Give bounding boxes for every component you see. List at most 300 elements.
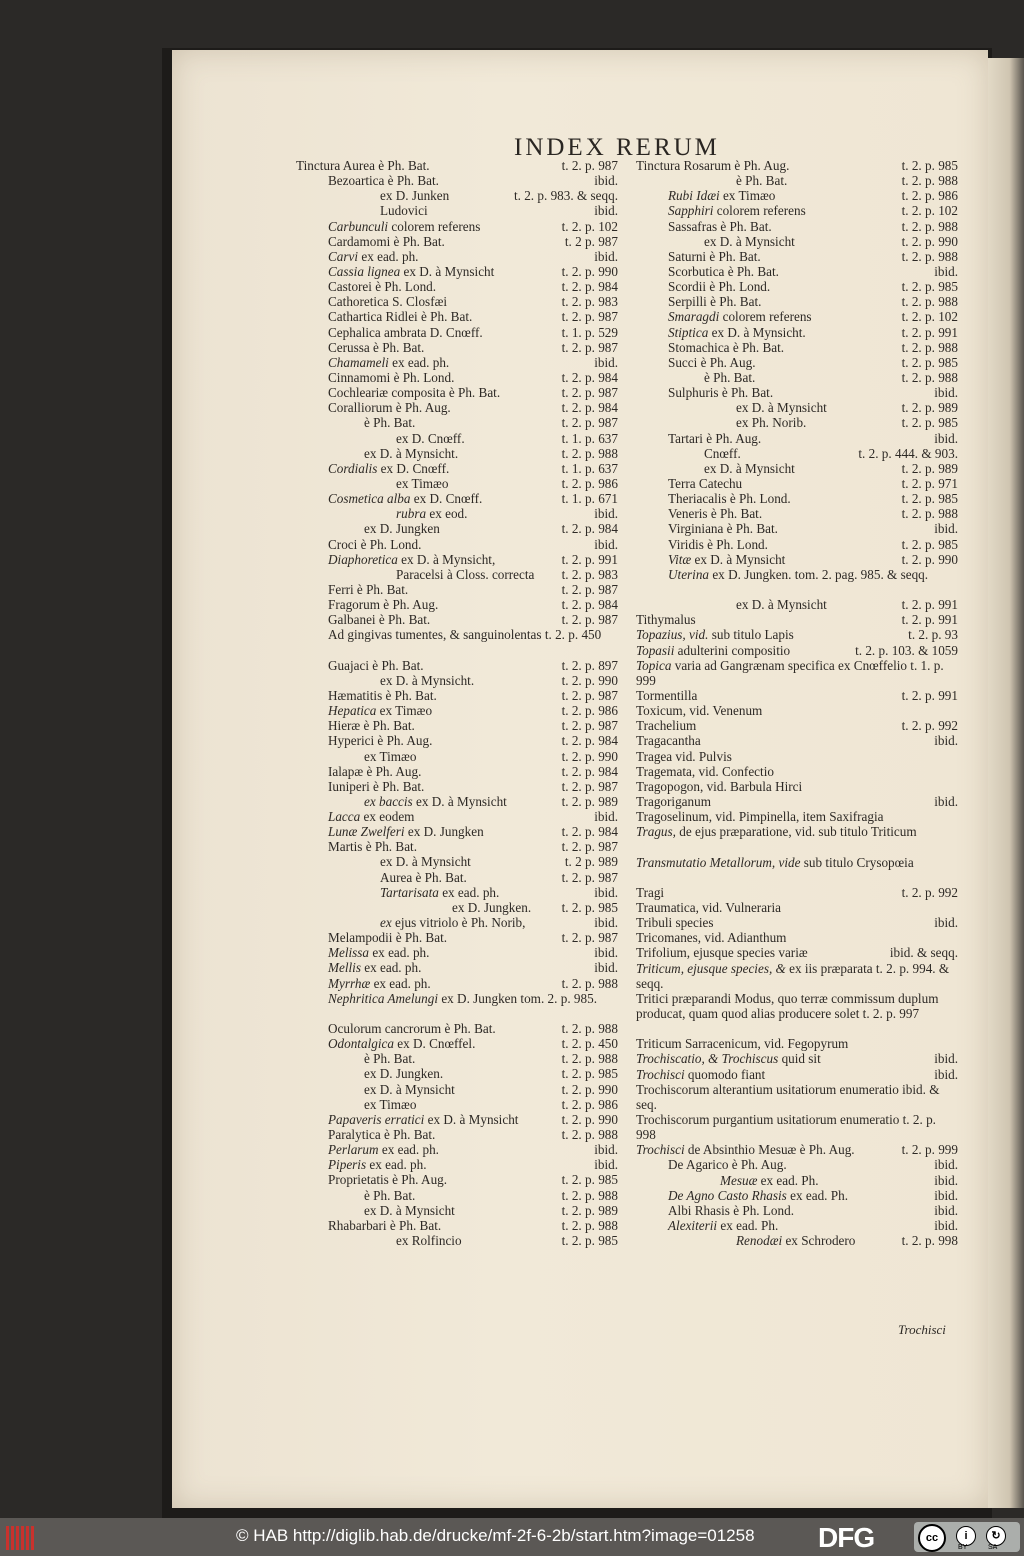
entry-term: Lunæ Zwelferi ex D. Jungken	[328, 824, 484, 840]
entry-term: Croci è Ph. Lond.	[328, 536, 422, 552]
by-label: BY	[958, 1544, 968, 1551]
index-entry	[296, 446, 618, 461]
entry-reference: t. 2. p. 987	[561, 718, 618, 734]
index-entry	[636, 627, 958, 642]
entry-reference: ibid.	[594, 1142, 618, 1158]
entry-reference: t. 2. p. 971	[901, 475, 958, 491]
entry-term: ex D. à Mynsicht	[736, 400, 827, 416]
entry-term: ex D. Jungken	[364, 521, 440, 537]
entry-reference: ibid.	[934, 1051, 958, 1067]
index-entry	[296, 537, 618, 552]
entry-reference: ibid.	[934, 733, 958, 749]
index-entry	[636, 1233, 958, 1248]
entry-term: Iuniperi è Ph. Bat.	[328, 778, 425, 794]
entry-term: Nephritica Amelungi ex D. Jungken tom. 2. p. 985.	[328, 990, 597, 1006]
entry-reference: t. 1. p. 529	[561, 324, 618, 340]
index-entry	[296, 249, 618, 264]
entry-term: ex D. à Mynsicht	[364, 1081, 455, 1097]
index-entry	[636, 1203, 958, 1218]
entry-term: Piperis ex ead. ph.	[328, 1157, 427, 1173]
entry-reference: t. 2. p. 987	[561, 309, 618, 325]
entry-reference: ibid.	[594, 173, 618, 189]
entry-reference: ibid.	[594, 506, 618, 522]
entry-term: Paracelsi à Closs. correcta	[396, 566, 535, 582]
index-entry	[296, 824, 618, 839]
share-alike-icon: ↻	[986, 1526, 1006, 1546]
entry-term: Triticum, ejusque species, & ex iis præparata t. 2. p. 994. & seqq.	[636, 960, 950, 991]
entry-term: Succi è Ph. Aug.	[668, 354, 756, 370]
entry-reference: t. 2. p. 987	[561, 930, 618, 946]
entry-term: è Ph. Bat.	[364, 415, 416, 431]
entry-term: Trochisci quomodo fiant	[636, 1066, 766, 1082]
entry-term: Tragopogon, vid. Barbula Hirci	[636, 778, 803, 794]
entry-term: Cinnamomi è Ph. Lond.	[328, 369, 455, 385]
entry-term: Aurea è Ph. Bat.	[380, 869, 467, 885]
entry-term: è Ph. Bat.	[736, 173, 788, 189]
entry-term: ex Timæo	[396, 475, 449, 491]
entry-reference: t. 2. p. 444. & 903.	[858, 445, 958, 461]
entry-term: Hæmatitis è Ph. Bat.	[328, 687, 437, 703]
index-entry	[296, 385, 618, 400]
index-entry	[296, 1172, 618, 1187]
entry-term: Sassafras è Ph. Bat.	[668, 218, 772, 234]
entry-reference: ibid.	[934, 1217, 958, 1233]
entry-reference: t. 2 p. 989	[564, 854, 618, 870]
index-entry	[296, 870, 618, 885]
entry-reference: t. 2. p. 989	[561, 1202, 618, 1218]
index-entry	[296, 506, 618, 521]
index-entry	[636, 779, 958, 794]
index-entry	[636, 552, 958, 567]
index-entry	[296, 1051, 618, 1066]
index-entry	[636, 764, 958, 779]
entry-term: Scorbutica è Ph. Bat.	[668, 263, 779, 279]
index-entry	[296, 976, 618, 991]
entry-reference: t. 2. p. 988	[901, 339, 958, 355]
index-entry	[296, 658, 618, 673]
entry-reference: ibid.	[934, 1187, 958, 1203]
entry-term: ex D. à Mynsicht	[736, 597, 827, 613]
index-entry	[296, 582, 618, 597]
entry-reference: t. 2. p. 987	[561, 339, 618, 355]
index-entry	[636, 234, 958, 249]
entry-term: Melissa ex ead. ph.	[328, 945, 430, 961]
entry-term: Fragorum è Ph. Aug.	[328, 597, 439, 613]
entry-term: Topica varia ad Gangrænam specifica ex Cnœffelio t. 1. p. 999	[636, 657, 944, 688]
entry-reference: t. 2. p. 986	[901, 188, 958, 204]
index-entry	[636, 885, 958, 900]
entry-reference: t. 2. p. 984	[561, 400, 618, 416]
entry-reference: ibid.	[934, 793, 958, 809]
entry-term: Scordii è Ph. Lond.	[668, 279, 771, 295]
entry-term: Tragemata, vid. Confectio	[636, 763, 774, 779]
index-entry	[296, 718, 618, 733]
entry-term: Proprietatis è Ph. Aug.	[328, 1172, 448, 1188]
index-entry	[296, 188, 618, 203]
index-entry	[636, 824, 958, 854]
index-entry	[296, 1188, 618, 1203]
entry-term: Mellis ex ead. ph.	[328, 960, 422, 976]
entry-reference: t. 2. p. 990	[561, 748, 618, 764]
entry-term: Carbunculi colorem referens	[328, 218, 481, 234]
entry-term: Perlarum ex ead. ph.	[328, 1142, 439, 1158]
entry-term: Tragacantha	[636, 733, 701, 749]
entry-reference: t. 2. p. 988	[901, 218, 958, 234]
index-entry	[296, 521, 618, 536]
index-entry	[636, 688, 958, 703]
entry-term: Paralytica è Ph. Bat.	[328, 1127, 436, 1143]
entry-reference: ibid.	[594, 809, 618, 825]
color-ruler-icon	[6, 1526, 36, 1550]
entry-reference: t. 2. p. 990	[901, 233, 958, 249]
entry-term: ex D. à Mynsicht	[380, 854, 471, 870]
entry-reference: t. 2. p. 987	[561, 385, 618, 401]
entry-reference: t. 2. p. 989	[561, 793, 618, 809]
index-entry	[296, 733, 618, 748]
page-edge	[988, 58, 1024, 1508]
entry-reference: ibid.	[594, 203, 618, 219]
entry-reference: t. 2. p. 450	[561, 1036, 618, 1052]
index-entry	[296, 839, 618, 854]
entry-reference: t. 2. p. 984	[561, 824, 618, 840]
index-entry	[296, 1036, 618, 1051]
entry-term: Tinctura Rosarum è Ph. Aug.	[636, 158, 790, 173]
index-entry	[296, 1233, 618, 1248]
entry-term: Smaragdi colorem referens	[668, 309, 812, 325]
entry-reference: ibid. & seqq.	[889, 945, 958, 961]
index-entry	[296, 779, 618, 794]
index-entry	[636, 219, 958, 234]
entry-term: Hyperici è Ph. Aug.	[328, 733, 433, 749]
entry-term: Castorei è Ph. Lond.	[328, 279, 437, 295]
entry-term: è Ph. Bat.	[364, 1187, 416, 1203]
index-entry	[296, 400, 618, 415]
entry-reference: t. 2. p. 989	[901, 460, 958, 476]
entry-term: Cardamomi è Ph. Bat.	[328, 233, 445, 249]
entry-reference: t. 2. p. 998	[901, 1233, 958, 1249]
entry-reference: t. 2. p. 984	[561, 279, 618, 295]
index-entry	[296, 370, 618, 385]
index-entry	[296, 703, 618, 718]
entry-reference: t. 2. p. 987	[561, 778, 618, 794]
entry-reference: t. 2. p. 988	[561, 445, 618, 461]
license-badge[interactable]	[914, 1522, 1020, 1552]
index-entry	[636, 855, 958, 885]
index-entry	[296, 612, 618, 627]
entry-reference: t. 2. p. 990	[561, 1111, 618, 1127]
index-entry	[296, 234, 618, 249]
entry-reference: t. 1. p. 671	[561, 491, 618, 507]
index-entry	[636, 173, 958, 188]
index-entry	[296, 158, 618, 173]
entry-reference: t. 2. p. 897	[561, 657, 618, 673]
index-entry	[296, 1203, 618, 1218]
entry-term: ex D. à Mynsicht	[364, 1202, 455, 1218]
entry-term: Virginiana è Ph. Bat.	[668, 521, 778, 537]
index-entry	[296, 900, 618, 915]
entry-term: è Ph. Bat.	[704, 369, 756, 385]
index-entry	[636, 915, 958, 930]
entry-reference: t. 2. p. 992	[901, 718, 958, 734]
entry-reference: t. 2 p. 987	[564, 233, 618, 249]
entry-reference: ibid.	[594, 960, 618, 976]
entry-term: Tragoselinum, vid. Pimpinella, item Saxifragia	[636, 809, 884, 825]
index-entry	[636, 491, 958, 506]
entry-reference: t. 2. p. 987	[561, 687, 618, 703]
index-column-left	[296, 158, 618, 1248]
index-entry	[296, 1218, 618, 1233]
index-entry	[636, 264, 958, 279]
index-entry	[296, 854, 618, 869]
entry-term: Terra Catechu	[668, 475, 743, 491]
entry-reference: t. 2. p. 102	[561, 218, 618, 234]
index-entry	[296, 627, 618, 657]
entry-term: Tragea vid. Pulvis	[636, 748, 732, 764]
index-entry	[296, 340, 618, 355]
index-entry	[636, 612, 958, 627]
entry-term: Cassia lignea ex D. à Mynsicht	[328, 263, 495, 279]
entry-term: Odontalgica ex D. Cnœffel.	[328, 1036, 476, 1052]
entry-reference: t. 2. p. 984	[561, 369, 618, 385]
entry-reference: t. 2. p. 987	[561, 581, 618, 597]
index-entry	[296, 764, 618, 779]
entry-reference: ibid.	[934, 1066, 958, 1082]
entry-term: Hepatica ex Timæo	[328, 703, 433, 719]
entry-term: Tricomanes, vid. Adianthum	[636, 930, 787, 946]
entry-term: Trochiscatio, & Trochiscus quid sit	[636, 1051, 821, 1067]
entry-term: Tithymalus	[636, 612, 696, 628]
entry-term: Myrrhæ ex ead. ph.	[328, 975, 431, 991]
entry-term: ex D. Cnœff.	[396, 430, 465, 446]
entry-reference: t. 1. p. 637	[561, 460, 618, 476]
index-entry	[636, 446, 958, 461]
index-entry	[296, 1021, 618, 1036]
entry-reference: t. 2. p. 990	[561, 1081, 618, 1097]
index-entry	[296, 325, 618, 340]
entry-term: Cochleariæ composita è Ph. Bat.	[328, 385, 501, 401]
entry-reference: ibid.	[594, 884, 618, 900]
entry-reference: t. 2. p. 985	[901, 279, 958, 295]
catchword: Trochisci	[898, 1322, 946, 1337]
index-entry	[296, 794, 618, 809]
entry-term: Guajaci è Ph. Bat.	[328, 657, 424, 673]
dfg-logo: DFG	[818, 1522, 875, 1553]
index-entry	[296, 749, 618, 764]
entry-term: ex D. Jungken.	[452, 899, 532, 915]
entry-reference: t. 2. p. 985	[561, 1233, 618, 1249]
index-entry	[296, 552, 618, 567]
index-entry	[636, 900, 958, 915]
index-entry	[296, 355, 618, 370]
entry-reference: t. 2. p. 985	[901, 158, 958, 173]
entry-term: Stomachica è Ph. Bat.	[668, 339, 785, 355]
entry-reference: ibid.	[594, 248, 618, 264]
index-entry	[636, 415, 958, 430]
entry-reference: t. 2. p. 983	[561, 566, 618, 582]
entry-term: Albi Rhasis è Ph. Lond.	[668, 1202, 795, 1218]
index-entry	[636, 506, 958, 521]
entry-term: Tragoriganum	[636, 793, 711, 809]
entry-reference: t. 2. p. 990	[901, 551, 958, 567]
entry-reference: t. 2. p. 984	[561, 521, 618, 537]
entry-reference: t. 2. p. 984	[561, 733, 618, 749]
index-entry	[636, 1082, 958, 1112]
copyright-link[interactable]: © HAB http://diglib.hab.de/drucke/mf-2f-6-2b/start.htm?image=01258	[236, 1526, 755, 1545]
index-entry	[296, 203, 618, 218]
entry-reference: t. 2. p. 991	[901, 597, 958, 613]
entry-reference: t. 2. p. 985	[561, 1066, 618, 1082]
entry-reference: t. 2. p. 988	[901, 248, 958, 264]
entry-term: Sapphiri colorem referens	[668, 203, 806, 219]
index-entry	[636, 1051, 958, 1066]
entry-term: Galbanei è Ph. Bat.	[328, 612, 431, 628]
index-entry	[296, 1157, 618, 1172]
entry-term: Bezoartica è Ph. Bat.	[328, 173, 439, 189]
entry-term: Ad gingivas tumentes, & sanguinolentas t. 2. p. 450	[328, 627, 602, 643]
entry-reference: t. 2. p. 984	[561, 597, 618, 613]
entry-term: ex D. à Mynsicht.	[380, 672, 475, 688]
index-entry	[636, 1157, 958, 1172]
entry-term: Toxicum, vid. Venenum	[636, 703, 763, 719]
index-entry	[636, 991, 958, 1021]
entry-reference: ibid.	[934, 915, 958, 931]
index-entry	[296, 1142, 618, 1157]
index-entry	[636, 658, 958, 688]
entry-reference: ibid.	[594, 354, 618, 370]
index-entry	[636, 733, 958, 748]
entry-reference: t. 2. p. 987	[561, 415, 618, 431]
cc-icon: cc	[918, 1524, 946, 1552]
entry-term: Ludovici	[380, 203, 428, 219]
index-entry	[636, 1173, 958, 1188]
index-entry	[636, 325, 958, 340]
entry-reference: ibid.	[934, 430, 958, 446]
entry-reference: t. 2. p. 992	[901, 884, 958, 900]
entry-term: Traumatica, vid. Vulneraria	[636, 899, 781, 915]
entry-reference: t. 2. p. 987	[561, 158, 618, 173]
index-entry	[636, 385, 958, 400]
entry-term: rubra ex eod.	[396, 506, 468, 522]
entry-term: Cordialis ex D. Cnœff.	[328, 460, 450, 476]
index-entry	[636, 703, 958, 718]
index-entry	[636, 643, 958, 658]
entry-reference: t. 2. p. 999	[901, 1142, 958, 1158]
entry-term: Serpilli è Ph. Bat.	[668, 294, 762, 310]
index-entry	[636, 1218, 958, 1233]
entry-reference: t. 2. p. 991	[901, 324, 958, 340]
entry-reference: t. 2. p. 988	[901, 173, 958, 189]
index-entry	[636, 203, 958, 218]
index-entry	[296, 1127, 618, 1142]
entry-reference: ibid.	[934, 1172, 958, 1188]
entry-reference: t. 2. p. 102	[901, 203, 958, 219]
entry-reference: t. 2. p. 987	[561, 869, 618, 885]
entry-term: Trochisci de Absinthio Mesuæ è Ph. Aug.	[636, 1142, 855, 1158]
index-entry	[296, 173, 618, 188]
entry-reference: t. 2. p. 987	[561, 839, 618, 855]
entry-term: Viridis è Ph. Lond.	[668, 536, 768, 552]
entry-reference: t. 2. p. 102	[901, 309, 958, 325]
entry-reference: ibid.	[934, 1202, 958, 1218]
entry-term: Uterina ex D. Jungken. tom. 2. pag. 985. & seqq.	[668, 566, 929, 582]
index-entry	[296, 1066, 618, 1081]
index-column-right	[636, 158, 958, 1248]
entry-term: Ferri è Ph. Bat.	[328, 581, 409, 597]
index-entry	[296, 461, 618, 476]
index-entry	[636, 567, 958, 597]
entry-term: Papaveris erratici ex D. à Mynsicht	[328, 1111, 519, 1127]
index-entry	[636, 718, 958, 733]
index-entry	[296, 945, 618, 960]
entry-term: Rhabarbari è Ph. Bat.	[328, 1217, 442, 1233]
index-entry	[636, 1142, 958, 1157]
entry-term: Sulphuris è Ph. Bat.	[668, 385, 774, 401]
entry-term: Oculorum cancrorum è Ph. Bat.	[328, 1021, 496, 1037]
entry-reference: t. 2. p. 988	[901, 369, 958, 385]
entry-reference: t. 2. p. 990	[561, 263, 618, 279]
entry-reference: t. 2. p. 985	[901, 415, 958, 431]
index-entry	[296, 294, 618, 309]
entry-term: ex D. à Mynsicht	[704, 460, 795, 476]
index-entry	[296, 491, 618, 506]
index-entry	[636, 945, 958, 960]
entry-term: Tinctura Aurea è Ph. Bat.	[296, 158, 430, 173]
index-entry	[296, 930, 618, 945]
entry-term: Cnœff.	[704, 445, 741, 461]
entry-term: Martis è Ph. Bat.	[328, 839, 418, 855]
entry-term: Topasii adulterini compositio	[636, 642, 791, 658]
entry-term: ex Rolfincio	[396, 1233, 462, 1249]
entry-term: Trachelium	[636, 718, 697, 734]
entry-term: ex D. Junken	[380, 188, 450, 204]
entry-term: Lacca ex eodem	[328, 809, 415, 825]
entry-term: Renodæi ex Schrodero	[736, 1233, 856, 1249]
entry-term: ex Timæo	[364, 748, 417, 764]
index-entry	[296, 415, 618, 430]
entry-term: ex ejus vitriolo è Ph. Norib,	[380, 915, 526, 931]
index-entry	[636, 461, 958, 476]
index-entry	[296, 219, 618, 234]
entry-reference: t. 2. p. 989	[901, 400, 958, 416]
entry-reference: ibid.	[594, 915, 618, 931]
entry-reference: ibid.	[594, 1157, 618, 1173]
entry-term: ex Timæo	[364, 1096, 417, 1112]
entry-term: ex D. Jungken.	[364, 1066, 444, 1082]
entry-reference: t. 2. p. 986	[561, 475, 618, 491]
index-entry	[296, 885, 618, 900]
entry-reference: t. 2. p. 988	[901, 506, 958, 522]
entry-reference: t. 2. p. 984	[561, 763, 618, 779]
entry-reference: t. 2. p. 990	[561, 672, 618, 688]
entry-reference: t. 2. p. 988	[561, 1021, 618, 1037]
index-entry	[636, 749, 958, 764]
index-entry	[636, 400, 958, 415]
entry-term: Alexiterii ex ead. Ph.	[668, 1217, 779, 1233]
entry-reference: ibid.	[934, 385, 958, 401]
index-entry	[636, 1021, 958, 1036]
entry-reference: t. 2. p. 93	[908, 627, 958, 643]
entry-reference: t. 2. p. 987	[561, 612, 618, 628]
index-entry	[636, 597, 958, 612]
entry-term: Melampodii è Ph. Bat.	[328, 930, 448, 946]
index-entry	[296, 809, 618, 824]
entry-reference: t. 2. p. 985	[561, 899, 618, 915]
entry-term: è Ph. Bat.	[364, 1051, 416, 1067]
index-entry	[636, 521, 958, 536]
entry-term: De Agarico è Ph. Aug.	[668, 1157, 787, 1173]
entry-term: Trochiscorum alterantium usitatiorum enumeratio ibid. & seq.	[636, 1081, 940, 1112]
index-entry	[636, 476, 958, 491]
